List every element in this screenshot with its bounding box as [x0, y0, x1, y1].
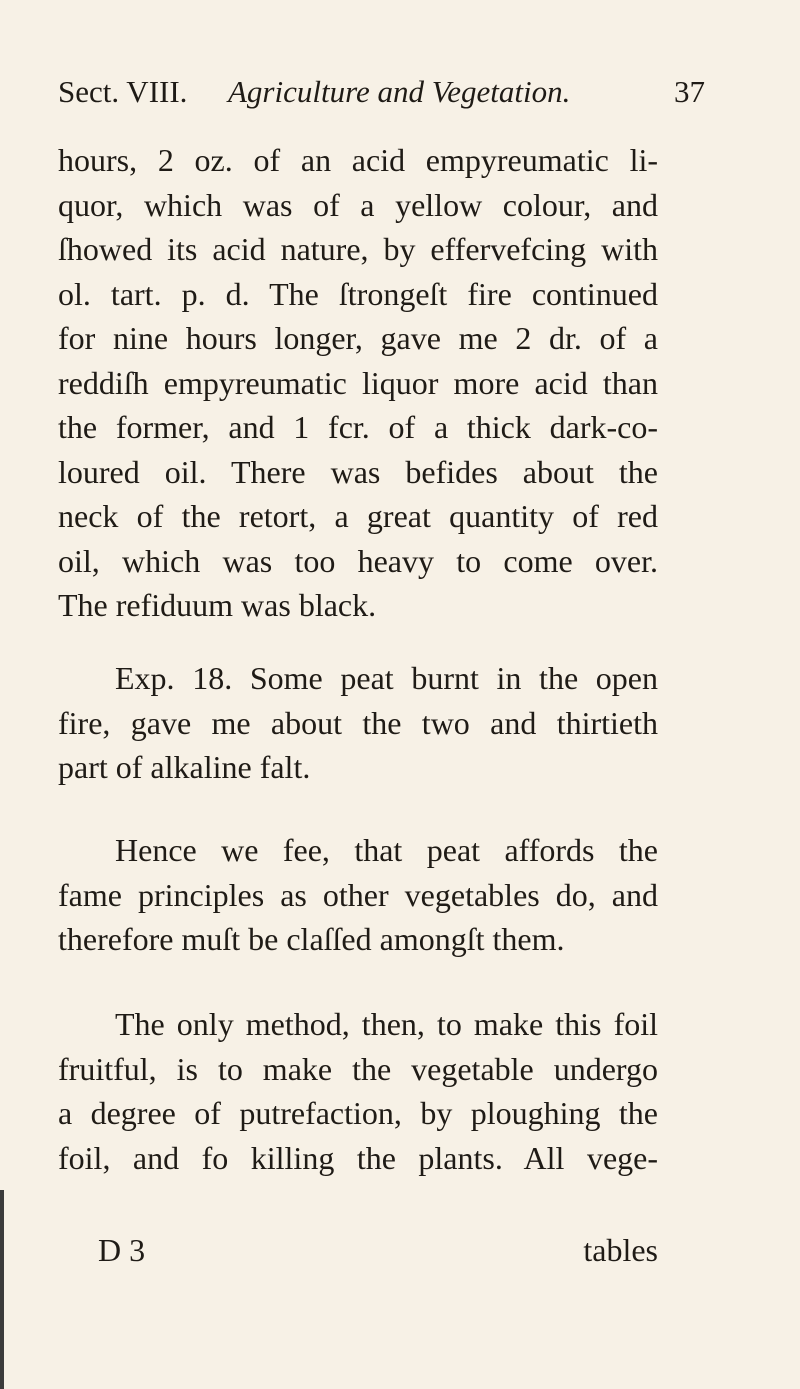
paragraph [58, 138, 658, 628]
text-line: Hence we fee, that peat affords the [115, 832, 658, 868]
running-title: Agriculture and Vegetation. [228, 74, 571, 109]
text-line: The refiduum was black. [58, 587, 377, 623]
text-line: loured oil. There was befides about the [58, 453, 658, 490]
page-number: 37 [674, 74, 705, 109]
catchword: tables [583, 1232, 658, 1268]
text-line: therefore muſt be claſſed amongſt them. [58, 921, 565, 957]
text-line: a degree of putrefaction, by ploughing the [58, 1095, 658, 1131]
paragraph [58, 828, 658, 962]
text-line: ol. tart. p. d. The ſtrongeſt fire continued [58, 275, 658, 312]
text-line: oil, which was too heavy to come over. [58, 542, 658, 579]
signature-mark: D 3 [98, 1232, 146, 1268]
text-line: the former, and 1 fcr. of a thick dark-co- [58, 409, 658, 445]
text-line: fruitful, is to make the vegetable undergo [58, 1050, 658, 1087]
text-line: reddiſh empyreumatic liquor more acid than [58, 364, 658, 401]
section-label: Sect. VIII. [58, 74, 188, 109]
text-line: ſhowed its acid nature, by effervefcing with [58, 231, 658, 267]
paragraph [58, 656, 658, 790]
text-line: Exp. 18. Some peat burnt in the open [115, 660, 658, 696]
text-line: quor, which was of a yellow colour, and [58, 186, 658, 223]
text-line: for nine hours longer, gave me 2 dr. of a [58, 320, 658, 356]
text-line: fire, gave me about the two and thirtieth [58, 704, 658, 741]
text-line: fame principles as other vegetables do, and [58, 876, 658, 913]
binding-edge [0, 1190, 4, 1389]
text-line: hours, 2 oz. of an acid empyreumatic li- [58, 142, 658, 178]
running-header [58, 74, 705, 116]
text-line: part of alkaline falt. [58, 749, 311, 785]
text-line: neck of the retort, a great quantity of red [58, 498, 658, 534]
text-line: The only method, then, to make this foil [115, 1006, 658, 1042]
paragraph [58, 1002, 658, 1180]
text-line: foil, and fo killing the plants. All vege- [58, 1139, 658, 1176]
